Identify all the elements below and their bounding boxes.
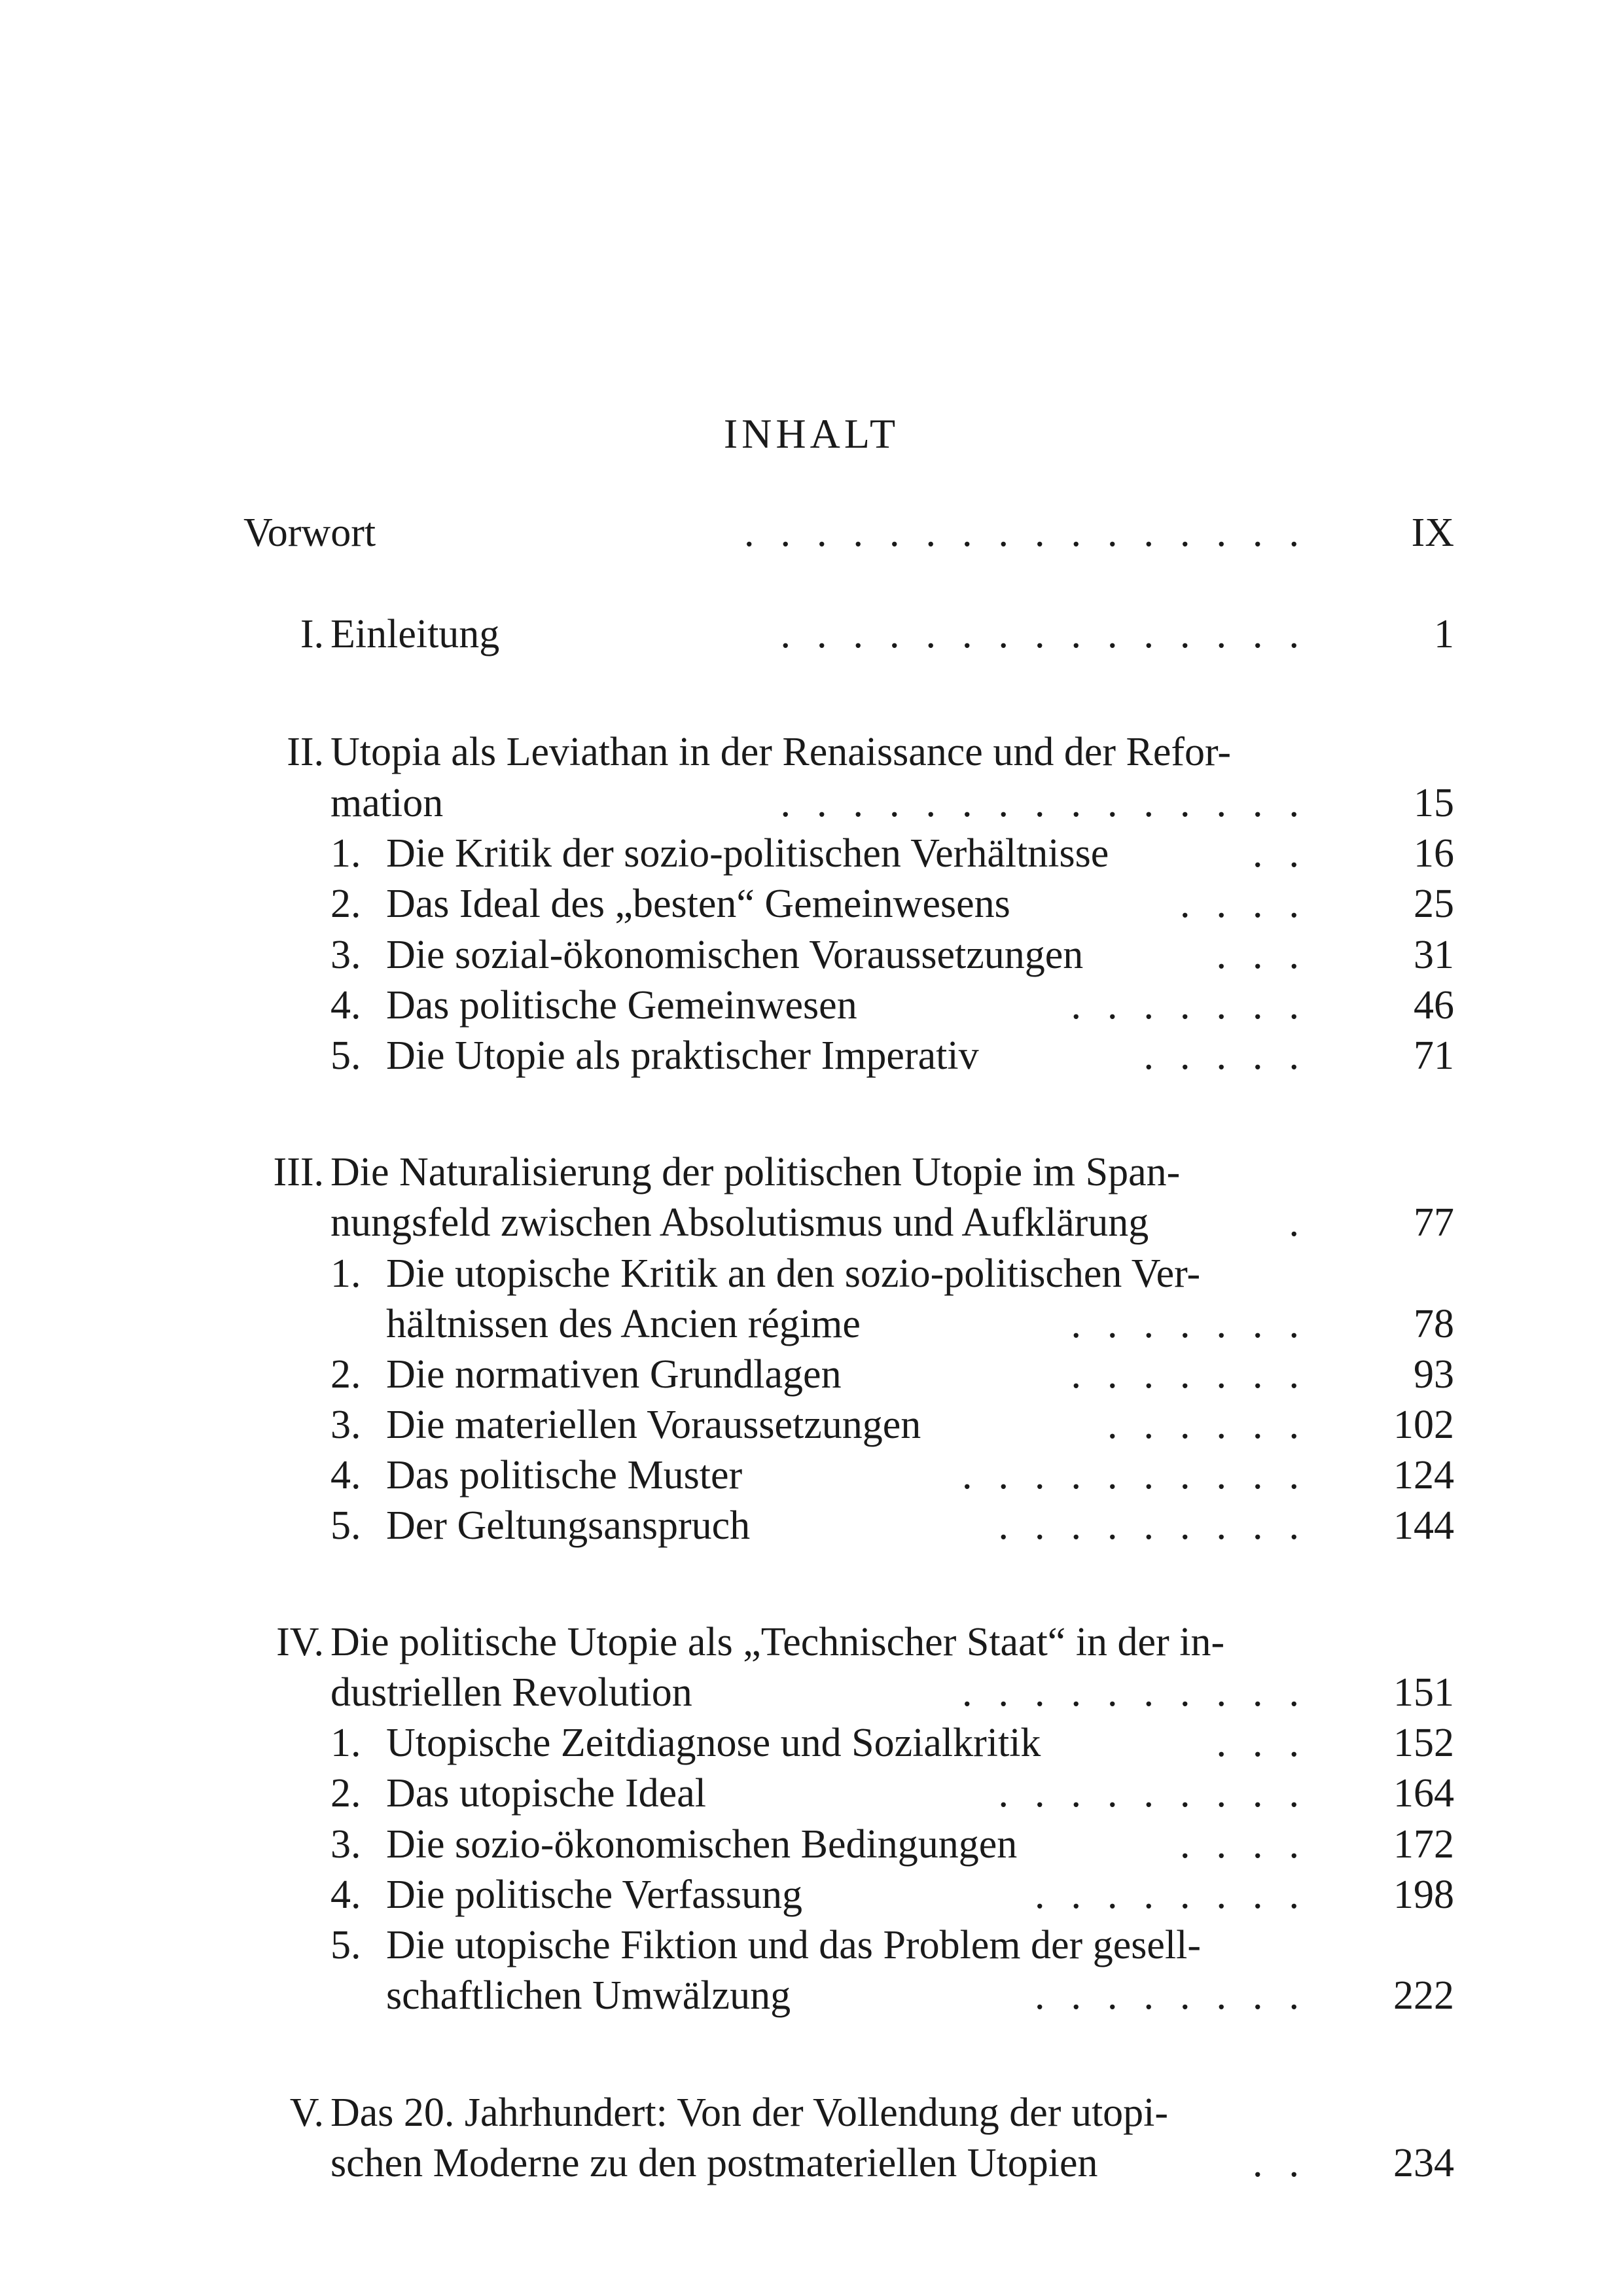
entry-title: Die materiellen Voraussetzungen — [386, 1403, 921, 1447]
toc-line — [0, 1920, 1623, 1971]
toc-line — [0, 1667, 1623, 1718]
page-number: 31 — [1414, 933, 1454, 977]
dot-leader — [1071, 980, 1326, 1031]
section-number: 3. — [330, 1403, 361, 1447]
page-number: 164 — [1393, 1771, 1454, 1816]
dot-leader — [1217, 1717, 1326, 1768]
section-number: 5. — [330, 1033, 361, 1078]
entry-title: Utopische Zeitdiagnose und Sozialkritik — [386, 1721, 1041, 1765]
page-number: 102 — [1393, 1403, 1454, 1447]
toc-line — [0, 1197, 1623, 1248]
entry-title: Das politische Gemeinwesen — [386, 983, 857, 1028]
dot-leader — [1071, 1299, 1326, 1350]
dot-leader-dots: ......... — [998, 1771, 1325, 1816]
dot-leader-dots: ............... — [780, 781, 1325, 825]
section-number: 1. — [330, 1721, 361, 1765]
toc-line — [0, 507, 1623, 558]
page-number: 152 — [1393, 1721, 1454, 1765]
dot-leader — [999, 1768, 1326, 1819]
dot-leader — [1217, 929, 1326, 980]
entry-title: dustriellen Revolution — [330, 1670, 692, 1715]
toc-line — [0, 1970, 1623, 2021]
toc-line — [0, 1500, 1623, 1551]
toc-line — [0, 1147, 1623, 1198]
dot-leader — [781, 778, 1326, 829]
dot-leader — [1180, 878, 1325, 929]
entry-title: Der Geltungsanspruch — [386, 1503, 751, 1548]
entry-title: Die Kritik der sozio-politischen Verhältnisse — [386, 831, 1109, 876]
entry-title: Die Naturalisierung der politischen Utopie im Span- — [330, 1150, 1181, 1194]
page-number: 15 — [1414, 781, 1454, 825]
toc-line — [0, 980, 1623, 1031]
dot-leader-dots: .......... — [962, 1670, 1325, 1715]
dot-leader-dots: ........ — [1035, 1873, 1325, 1917]
dot-leader-dots: ...... — [1107, 1403, 1325, 1447]
toc-line — [0, 1450, 1623, 1501]
toc-line — [0, 1869, 1623, 1920]
toc-line — [0, 2138, 1623, 2189]
dot-leader-dots: ... — [1216, 933, 1325, 977]
section-number: 4. — [330, 1453, 361, 1498]
dot-leader — [1035, 1869, 1325, 1920]
chapter-number: III. — [273, 1150, 324, 1194]
dot-leader-dots: ................ — [744, 511, 1325, 555]
section-number: 1. — [330, 831, 361, 876]
dot-leader — [781, 609, 1326, 660]
page-number: 71 — [1414, 1033, 1454, 1078]
toc-line — [0, 1248, 1623, 1299]
dot-leader-dots: .... — [1180, 1822, 1325, 1867]
toc-line — [0, 929, 1623, 980]
toc-line — [0, 878, 1623, 929]
page-number: 25 — [1414, 882, 1454, 926]
dot-leader-dots: ... — [1216, 1721, 1325, 1765]
dot-leader-dots: . — [1289, 1200, 1325, 1245]
section-number: 1. — [330, 1251, 361, 1296]
page-number: 198 — [1393, 1873, 1454, 1917]
section-number: 3. — [330, 933, 361, 977]
toc-line — [0, 2087, 1623, 2138]
entry-title: mation — [330, 781, 444, 825]
entry-title: Das 20. Jahrhundert: Von der Vollendung der utopi- — [330, 2090, 1169, 2135]
entry-title: Die politische Verfassung — [386, 1873, 802, 1917]
entry-title: hältnissen des Ancien régime — [386, 1302, 861, 1346]
entry-title: Die normativen Grundlagen — [386, 1352, 842, 1397]
dot-leader — [1253, 828, 1325, 879]
page-number: 93 — [1414, 1352, 1454, 1397]
page-number: 1 — [1434, 612, 1454, 656]
toc-line — [0, 1819, 1623, 1870]
entry-title: Die utopische Fiktion und das Problem der gesell- — [386, 1923, 1201, 1967]
entry-title: Vorwort — [243, 511, 376, 555]
page-number: 124 — [1393, 1453, 1454, 1498]
toc-line — [0, 609, 1623, 660]
section-number: 2. — [330, 882, 361, 926]
dot-leader-dots: .. — [1253, 2141, 1325, 2185]
dot-leader — [1107, 1399, 1325, 1450]
page-number: 16 — [1414, 831, 1454, 876]
dot-leader — [1035, 1970, 1325, 2021]
entry-title: schaftlichen Umwälzung — [386, 1973, 791, 2018]
entry-title: Die politische Utopie als „Technischer Staat“ in der in- — [330, 1620, 1225, 1664]
dot-leader-dots: .... — [1180, 882, 1325, 926]
dot-leader-dots: ............... — [780, 612, 1325, 656]
page-number: IX — [1411, 511, 1454, 555]
page-title: INHALT — [723, 410, 900, 457]
dot-leader — [1180, 1819, 1325, 1870]
dot-leader-dots: ........ — [1035, 1973, 1325, 2018]
page-number: 151 — [1393, 1670, 1454, 1715]
section-number: 5. — [330, 1503, 361, 1548]
section-number: 2. — [330, 1771, 361, 1816]
dot-leader-dots: ......... — [998, 1503, 1325, 1548]
chapter-number: IV. — [276, 1620, 324, 1664]
toc-line — [0, 1617, 1623, 1668]
dot-leader — [1071, 1349, 1326, 1400]
dot-leader — [1144, 1030, 1326, 1081]
section-number: 5. — [330, 1923, 361, 1967]
dot-leader — [1253, 2138, 1325, 2189]
toc-line — [0, 1399, 1623, 1450]
dot-leader — [962, 1450, 1325, 1501]
entry-title: Das utopische Ideal — [386, 1771, 706, 1816]
dot-leader — [744, 507, 1325, 558]
dot-leader-dots: .......... — [962, 1453, 1325, 1498]
page-number: 172 — [1393, 1822, 1454, 1867]
dot-leader — [999, 1500, 1326, 1551]
entry-title: Die sozial-ökonomischen Voraussetzungen — [386, 933, 1084, 977]
toc-line — [0, 1349, 1623, 1400]
page-number: 234 — [1393, 2141, 1454, 2185]
page-number: 144 — [1393, 1503, 1454, 1548]
section-number: 4. — [330, 983, 361, 1028]
section-number: 3. — [330, 1822, 361, 1867]
dot-leader-dots: ....... — [1071, 983, 1325, 1028]
dot-leader — [962, 1667, 1325, 1718]
entry-title: Die utopische Kritik an den sozio-politischen Ver- — [386, 1251, 1201, 1296]
toc-line — [0, 1768, 1623, 1819]
chapter-number: II. — [287, 730, 324, 774]
entry-title: Utopia als Leviathan in der Renaissance und der Refor- — [330, 730, 1232, 774]
page-number: 46 — [1414, 983, 1454, 1028]
toc-line — [0, 726, 1623, 778]
toc-line — [0, 1030, 1623, 1081]
entry-title: nungsfeld zwischen Absolutismus und Aufklärung — [330, 1200, 1149, 1245]
section-number: 2. — [330, 1352, 361, 1397]
dot-leader-dots: ..... — [1143, 1033, 1325, 1078]
page-number: 77 — [1414, 1200, 1454, 1245]
chapter-number: V. — [289, 2090, 324, 2135]
entry-title: Einleitung — [330, 612, 500, 656]
entry-title: schen Moderne zu den postmateriellen Utopien — [330, 2141, 1098, 2185]
dot-leader-dots: ....... — [1071, 1352, 1325, 1397]
toc-line — [0, 778, 1623, 829]
chapter-number: I. — [300, 612, 324, 656]
toc-line — [0, 828, 1623, 879]
section-number: 4. — [330, 1873, 361, 1917]
toc-line — [0, 1717, 1623, 1768]
toc-line — [0, 1299, 1623, 1350]
dot-leader-dots: .. — [1253, 831, 1325, 876]
dot-leader-dots: ....... — [1071, 1302, 1325, 1346]
entry-title: Die Utopie als praktischer Imperativ — [386, 1033, 979, 1078]
entry-title: Das politische Muster — [386, 1453, 743, 1498]
dot-leader — [1289, 1197, 1326, 1248]
entry-title: Das Ideal des „besten“ Gemeinwesens — [386, 882, 1010, 926]
entry-title: Die sozio-ökonomischen Bedingungen — [386, 1822, 1018, 1867]
page-number: 222 — [1393, 1973, 1454, 2018]
page-number: 78 — [1414, 1302, 1454, 1346]
